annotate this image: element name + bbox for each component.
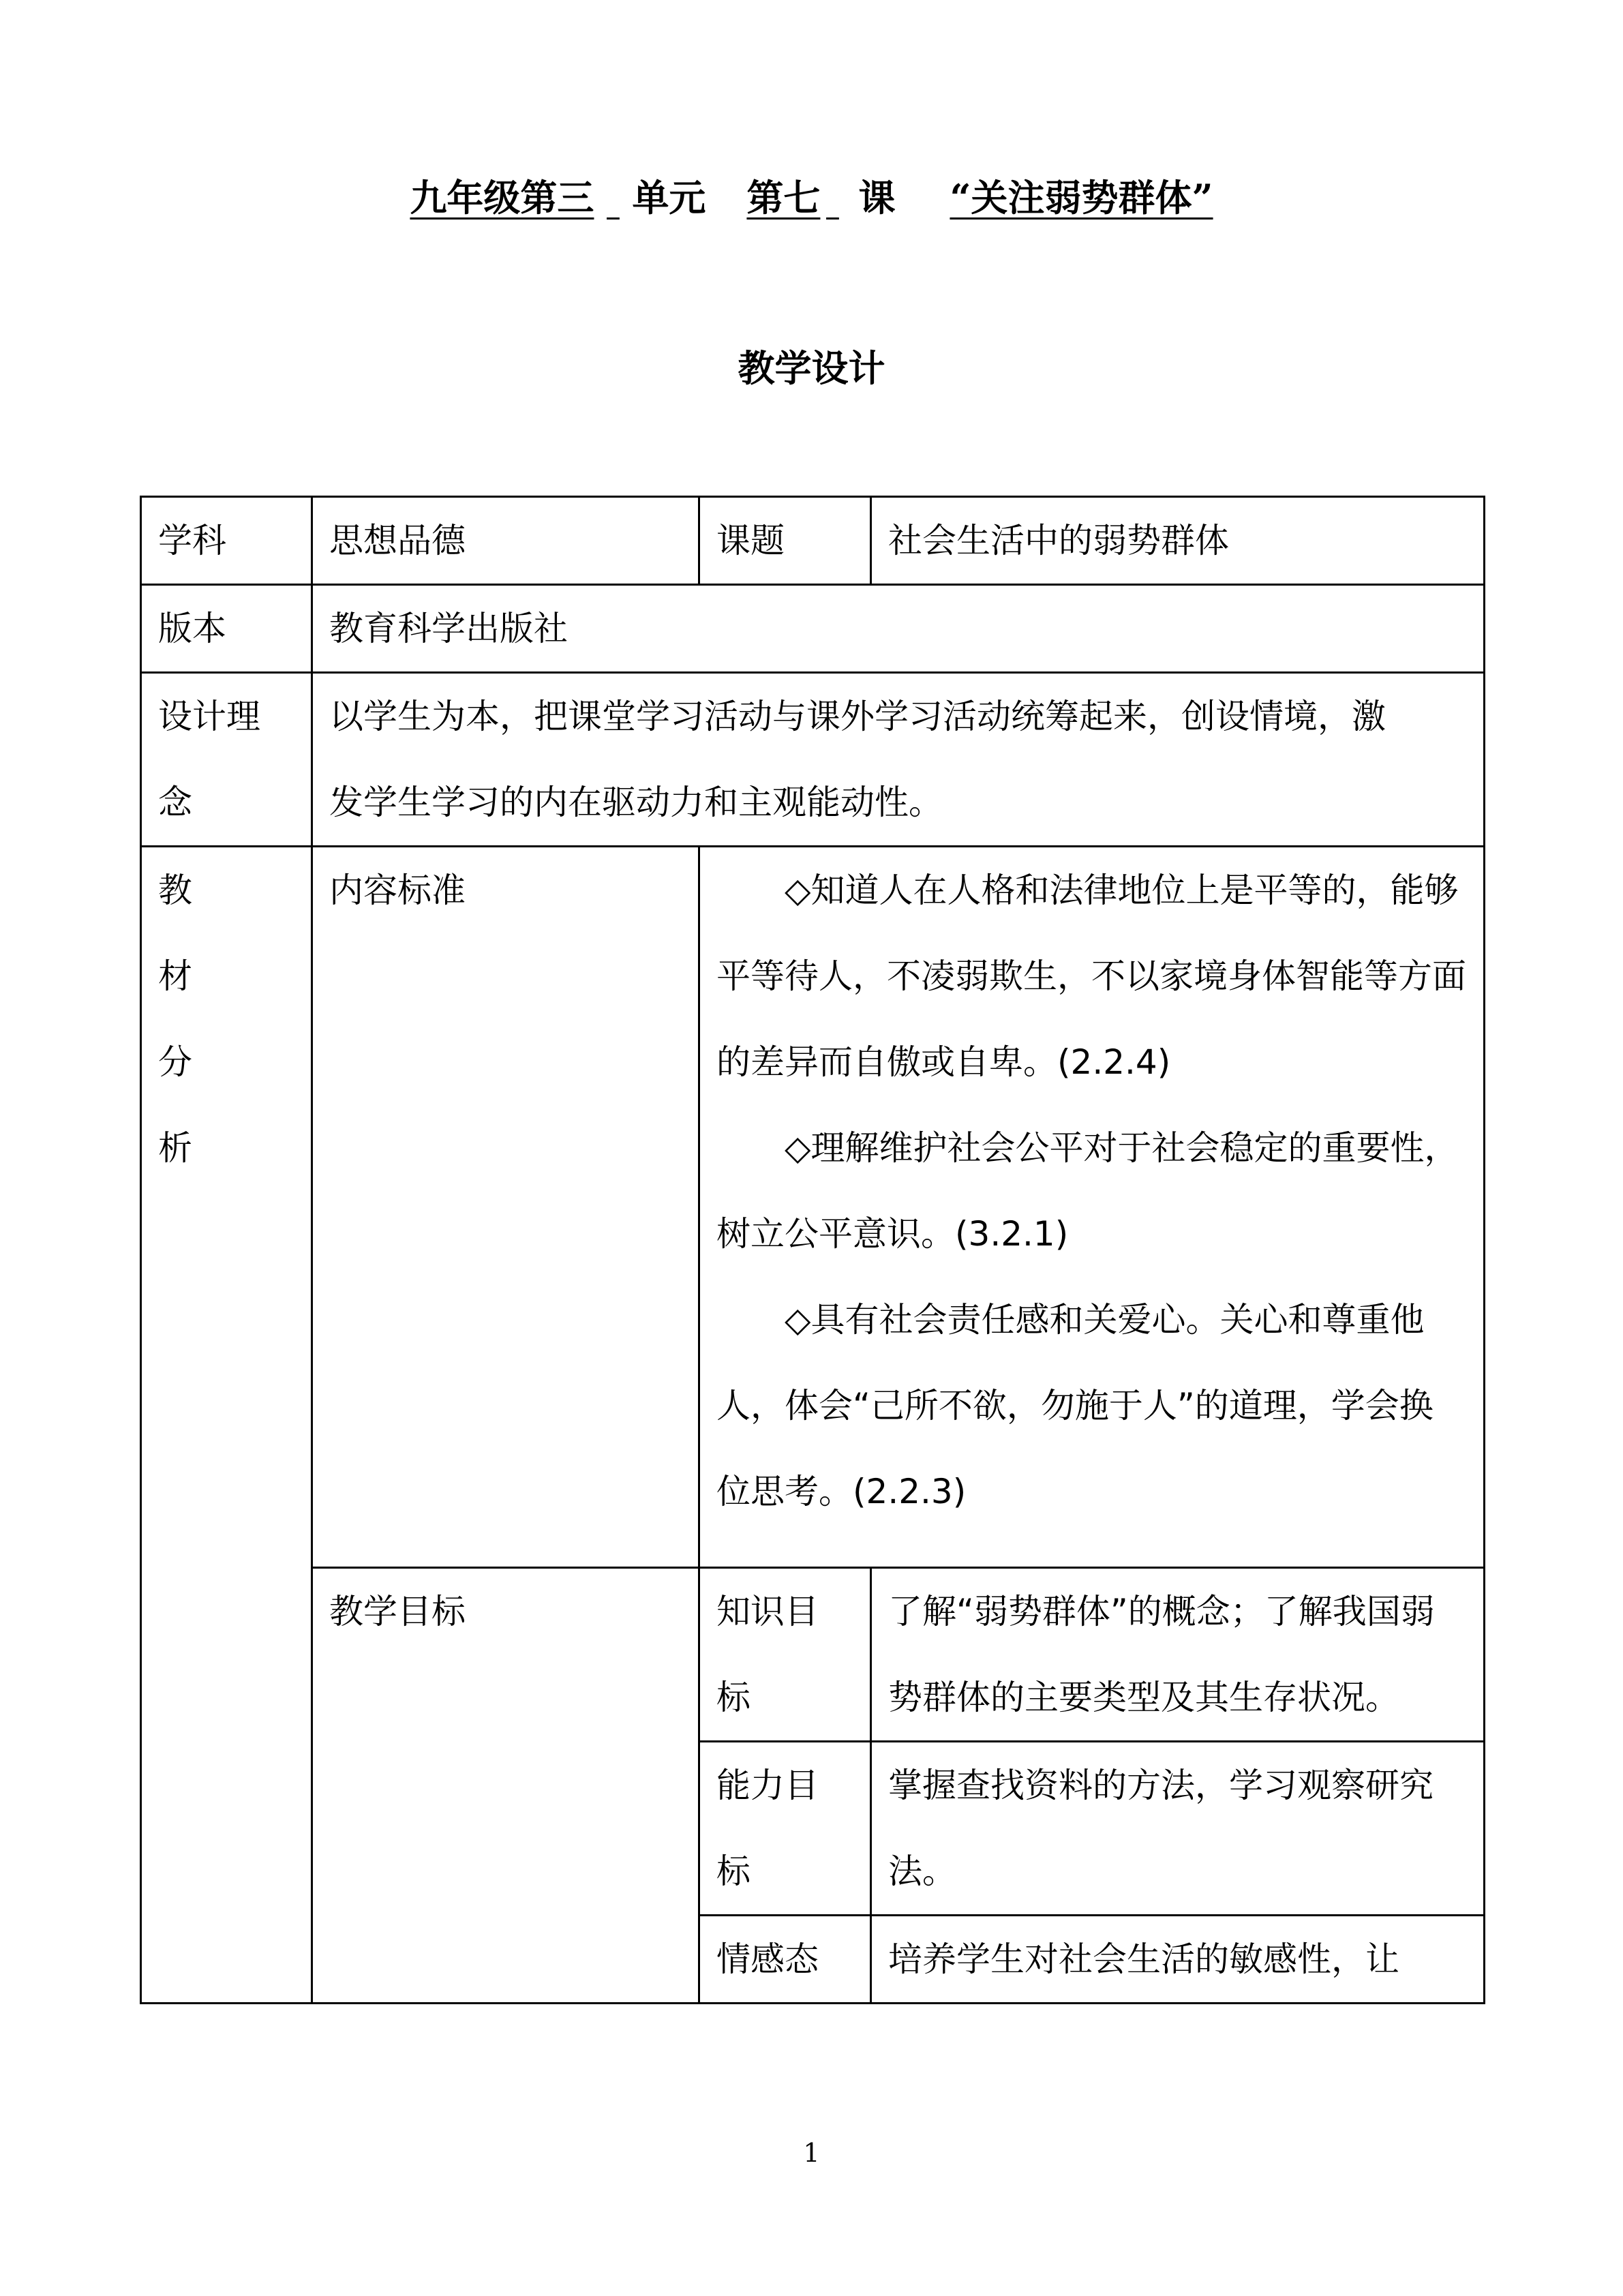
subject-value-cell	[312, 497, 699, 585]
teaching-goals-label-cell	[312, 1568, 699, 2004]
analysis-label: 教材分析	[158, 871, 192, 1168]
title-lesson-word: 课	[858, 176, 896, 220]
title-lesson-name: “关注弱势群体”	[950, 176, 1213, 220]
document-subtitle: 教学设计	[738, 346, 885, 390]
content-standard-item: ◇知道人在人格和法律地位上是平等的，能够平等待人，不凌弱欺生，不以家境身体智能等方面的差异而自傲或自卑。(2.2.4)	[716, 871, 1466, 1082]
table-row-subject	[141, 497, 1485, 585]
subject-label: 学科	[158, 521, 226, 560]
topic-label: 课题	[716, 521, 785, 560]
title-unit-word: 单元	[632, 176, 706, 220]
topic-value: 社会生活中的弱势群体	[888, 521, 1229, 560]
ability-goal-value-cell	[871, 1742, 1485, 1916]
knowledge-goal-label-cell	[699, 1568, 871, 1742]
edition-value-cell	[312, 585, 1485, 673]
teaching-goals-label: 教学目标	[329, 1592, 466, 1631]
subject-value: 思想品德	[329, 521, 466, 560]
content-standard-cell	[699, 847, 1485, 1568]
knowledge-goal-label: 知识目标	[716, 1592, 819, 1717]
edition-label-cell	[141, 585, 312, 673]
analysis-label-cell	[141, 847, 312, 2004]
table-row-concept	[141, 673, 1485, 847]
edition-value: 教育科学出版社	[329, 609, 568, 648]
subject-label-cell	[141, 497, 312, 585]
emotion-goal-label-cell	[699, 1916, 871, 2004]
content-standard-label: 内容标准	[329, 871, 466, 910]
topic-label-cell	[699, 497, 871, 585]
table-row-knowledge-goal	[141, 1568, 1485, 1742]
content-standard-label-cell	[312, 847, 699, 1568]
table-row-content-standard	[141, 847, 1485, 1568]
edition-label: 版本	[158, 609, 226, 648]
title-grade-unit: 九年级第三	[410, 176, 594, 220]
ability-goal-label: 能力目标	[716, 1766, 819, 1891]
concept-label-cell	[141, 673, 312, 847]
concept-label: 设计理念	[158, 697, 260, 822]
knowledge-goal-value-cell	[871, 1568, 1485, 1742]
page-number: 1	[803, 2138, 820, 2168]
ability-goal-label-cell	[699, 1742, 871, 1916]
content-standard-item: ◇具有社会责任感和关爱心。关心和尊重他人，体会“己所不欲，勿施于人”的道理，学会换位思考。(2.2.3)	[716, 1300, 1434, 1511]
emotion-goal-value-cell	[871, 1916, 1485, 2004]
emotion-goal-label: 情感态	[716, 1939, 819, 1979]
table-row-edition	[141, 585, 1485, 673]
document-title	[0, 174, 1623, 222]
concept-value-cell	[312, 673, 1485, 847]
concept-value: 以学生为本，把课堂学习活动与课外学习活动统筹起来，创设情境，激发学生学习的内在驱动力和主观能动性。	[329, 697, 1386, 822]
knowledge-goal-value: 了解“弱势群体”的概念；了解我国弱势群体的主要类型及其生存状况。	[888, 1592, 1435, 1717]
title-lesson-number: 第七	[746, 176, 821, 220]
emotion-goal-value: 培养学生对社会生活的敏感性，让	[888, 1939, 1399, 1979]
ability-goal-value: 掌握查找资料的方法，学习观察研究法。	[888, 1766, 1434, 1891]
content-standard-item: ◇理解维护社会公平对于社会稳定的重要性，树立公平意识。(3.2.1)	[716, 1128, 1459, 1254]
lesson-design-table	[140, 496, 1485, 2004]
topic-value-cell	[871, 497, 1485, 585]
